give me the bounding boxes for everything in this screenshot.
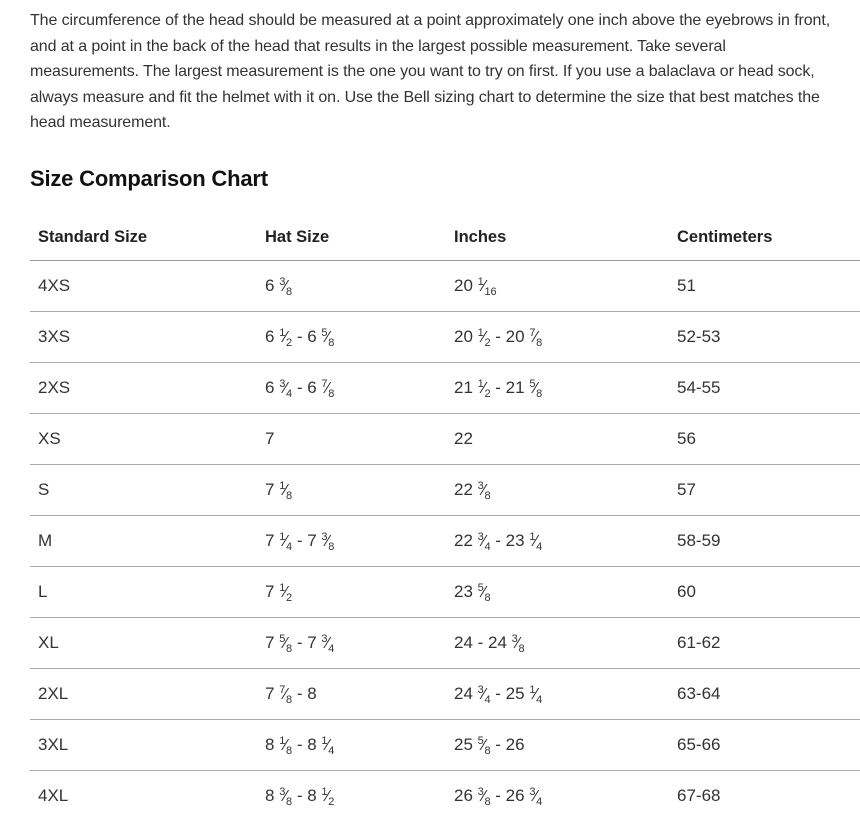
- table-cell: 60: [669, 566, 860, 617]
- table-header: [30, 216, 860, 261]
- table-cell: 20 $^1⁄_2 - 20$ $^7⁄_8$: [446, 311, 669, 362]
- table-cell: S: [30, 464, 257, 515]
- table-row: [30, 464, 860, 515]
- table-cell: 4XL: [38, 785, 69, 805]
- table-cell: 23 $^5⁄_8$: [446, 566, 669, 617]
- table-cell: 2XS: [30, 362, 257, 413]
- table-cell: 52-53: [669, 311, 860, 362]
- table-cell: 63-64: [669, 668, 860, 719]
- table-cell: 24 $^3⁄_4 - 25$ $^1⁄_4$: [446, 668, 669, 719]
- table-cell: 7 $^1⁄_8$: [257, 464, 446, 515]
- table-row: [30, 617, 860, 668]
- table-cell: 57: [669, 464, 860, 515]
- table-cell: 65-66: [669, 719, 860, 770]
- table-cell: XS: [30, 413, 257, 464]
- table-row: [30, 515, 860, 566]
- column-header: Centimeters: [669, 216, 860, 261]
- table-cell: 21 $^1⁄_2 - 21$ $^5⁄_8$: [446, 362, 669, 413]
- table-cell: 56: [669, 413, 860, 464]
- table-row: [30, 770, 860, 821]
- table-cell: 58-59: [669, 515, 860, 566]
- table-cell: 26 $^3⁄_8 - 26$ $^3⁄_4$: [454, 785, 543, 808]
- table-cell: 8 $^3⁄_8 - 8$ $^1⁄_2$: [265, 785, 335, 808]
- table-cell: 7 $^5⁄_8 - 7$ $^3⁄_4$: [257, 617, 446, 668]
- table-cell: 67-68: [677, 785, 721, 805]
- table-cell: M: [30, 515, 257, 566]
- table-row: [30, 413, 860, 464]
- table-cell: 6 $^1⁄_2 - 6$ $^5⁄_8$: [257, 311, 446, 362]
- table-cell: 51: [669, 260, 860, 311]
- table-cell: 22: [446, 413, 669, 464]
- table-cell: 4XS: [30, 260, 257, 311]
- table-cell: 22 $^3⁄_8$: [446, 464, 669, 515]
- table-cell: 7 $^1⁄_2$: [257, 566, 446, 617]
- table-row: [30, 719, 860, 770]
- table-cell: 7 $^1⁄_4 - 7$ $^3⁄_8$: [257, 515, 446, 566]
- table-row: [30, 260, 860, 311]
- table-row: [30, 311, 860, 362]
- table-cell: 8 $^1⁄_8 - 8$ $^1⁄_4$: [257, 719, 446, 770]
- table-cell: 25 $^5⁄_8 - 26$: [446, 719, 669, 770]
- table-row: [30, 668, 860, 719]
- table-cell: 61-62: [669, 617, 860, 668]
- table-cell: 7 $^7⁄_8 - 8$: [257, 668, 446, 719]
- table-cell: 7: [257, 413, 446, 464]
- table-row: [30, 362, 860, 413]
- table-cell: L: [30, 566, 257, 617]
- size-table: [30, 216, 860, 821]
- column-header: Inches: [446, 216, 669, 261]
- section-title: Size Comparison Chart: [30, 165, 268, 191]
- table-header-row: [30, 216, 860, 261]
- table-cell: XL: [30, 617, 257, 668]
- table-cell: 22 $^3⁄_4 - 23$ $^1⁄_4$: [446, 515, 669, 566]
- table-row: [30, 566, 860, 617]
- table-cell: 3XL: [30, 719, 257, 770]
- table-cell: 54-55: [669, 362, 860, 413]
- table-body: [30, 260, 860, 821]
- column-header: Standard Size: [30, 216, 257, 261]
- table-cell: 6 $^3⁄_8$: [257, 260, 446, 311]
- table-cell: 3XS: [30, 311, 257, 362]
- table-cell: 20 $^1⁄_{16}$: [446, 260, 669, 311]
- intro-paragraph: The circumference of the head should be measured at a point approximately one inch above the eyebrows in front, and at a point in the back of the head that results in the largest possible measurement. Take several measurements. The largest measurement is the one you want to try on first. If you use a balaclava or head sock, always measure and fit the helmet with it on. Use the Bell sizing chart to determine the size that best matches the head measurement.: [30, 12, 831, 131]
- column-header: Hat Size: [257, 216, 446, 261]
- table-cell: 24 - 24 $^3⁄_8$: [446, 617, 669, 668]
- table-cell: 2XL: [30, 668, 257, 719]
- table-cell: 6 $^3⁄_4 - 6$ $^7⁄_8$: [257, 362, 446, 413]
